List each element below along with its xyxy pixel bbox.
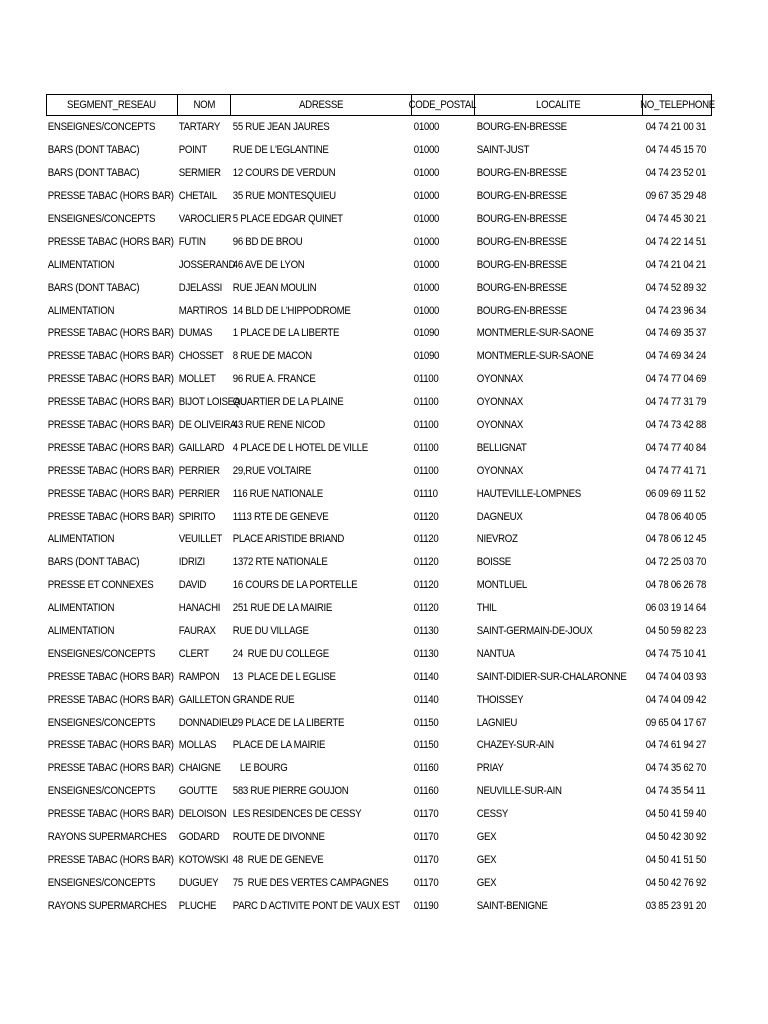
cell-segment-reseau: ENSEIGNES/CONCEPTS: [47, 647, 156, 660]
cell-adresse: GRANDE RUE: [232, 693, 295, 706]
cell-adresse: 14 BLD DE L'HIPPODROME: [232, 304, 351, 317]
cell-code-postal: 01130: [413, 647, 439, 660]
cell-adresse: ROUTE DE DIVONNE: [232, 831, 325, 844]
header-no-telephone: NO_TELEPHONE: [639, 99, 715, 111]
cell-segment-reseau: ALIMENTATION: [47, 304, 115, 317]
cell-localite: BOURG-EN-BRESSE: [476, 235, 567, 248]
cell-localite: BOURG-EN-BRESSE: [476, 121, 567, 134]
cell-segment-reseau: PRESSE TABAC (HORS BAR): [47, 670, 174, 683]
table-row: [46, 665, 712, 688]
cell-segment-reseau: PRESSE TABAC (HORS BAR): [47, 441, 174, 454]
cell-localite: MONTMERLE-SUR-SAONE: [476, 350, 594, 363]
cell-no-telephone: 04 74 77 40 84: [645, 441, 707, 454]
cell-no-telephone: 04 50 41 59 40: [645, 808, 707, 821]
cell-adresse: 55 RUE JEAN JAURES: [232, 121, 330, 134]
table-row: [46, 688, 712, 711]
table-row: [46, 574, 712, 597]
cell-nom: CHETAIL: [178, 190, 217, 203]
cell-adresse: 251 RUE DE LA MAIRIE: [232, 602, 333, 615]
cell-no-telephone: 04 50 59 82 23: [645, 625, 707, 638]
cell-localite: SAINT-BENIGNE: [476, 899, 548, 912]
cell-localite: HAUTEVILLE-LOMPNES: [476, 487, 581, 500]
cell-adresse: 8 RUE DE MACON: [232, 350, 312, 363]
cell-segment-reseau: PRESSE TABAC (HORS BAR): [47, 327, 174, 340]
table-row: [46, 299, 712, 322]
cell-localite: OYONNAX: [476, 396, 524, 409]
cell-segment-reseau: PRESSE TABAC (HORS BAR): [47, 235, 174, 248]
cell-no-telephone: 04 74 77 41 71: [645, 464, 707, 477]
cell-code-postal: 01170: [413, 853, 439, 866]
table-row: [46, 780, 712, 803]
cell-nom: DUGUEY: [178, 876, 219, 889]
table-row: [46, 116, 712, 139]
cell-adresse: 583 RUE PIERRE GOUJON: [232, 785, 349, 798]
table-row: [46, 826, 712, 849]
cell-no-telephone: 03 85 23 91 20: [645, 899, 707, 912]
cell-code-postal: 01000: [413, 190, 440, 203]
cell-nom: DONNADIEU: [178, 716, 235, 729]
cell-code-postal: 01170: [413, 876, 439, 889]
cell-code-postal: 01090: [413, 350, 440, 363]
cell-code-postal: 01160: [413, 762, 439, 775]
cell-code-postal: 01000: [413, 167, 440, 180]
cell-localite: THIL: [476, 602, 497, 615]
cell-nom: VAROCLIER: [178, 213, 232, 225]
table-row: [46, 162, 712, 185]
cell-nom: PLUCHE: [178, 899, 217, 912]
table-row: [46, 711, 712, 734]
cell-code-postal: 01000: [413, 258, 440, 271]
cell-segment-reseau: ENSEIGNES/CONCEPTS: [47, 213, 156, 225]
cell-localite: THOISSEY: [476, 693, 524, 706]
table-row: [46, 597, 712, 620]
cell-no-telephone: 04 74 69 35 37: [645, 327, 707, 340]
cell-segment-reseau: ENSEIGNES/CONCEPTS: [47, 716, 156, 729]
cell-localite: BOURG-EN-BRESSE: [476, 167, 567, 180]
cell-no-telephone: 06 09 69 11 52: [645, 487, 706, 500]
cell-adresse: QUARTIER DE LA PLAINE: [232, 396, 344, 409]
table-row: [46, 482, 712, 505]
cell-adresse: RUE DE L'EGLANTINE: [232, 144, 329, 157]
cell-adresse: PARC D ACTIVITE PONT DE VAUX EST: [232, 899, 400, 912]
table-row: [46, 734, 712, 757]
cell-code-postal: 01000: [413, 144, 440, 157]
cell-segment-reseau: ENSEIGNES/CONCEPTS: [47, 121, 156, 134]
cell-adresse: RUE DU VILLAGE: [232, 625, 309, 638]
cell-no-telephone: 04 78 06 12 45: [645, 533, 707, 546]
cell-no-telephone: 04 74 21 04 21: [645, 258, 707, 271]
table-row: [46, 436, 712, 459]
cell-localite: BOURG-EN-BRESSE: [476, 258, 567, 271]
cell-segment-reseau: PRESSE TABAC (HORS BAR): [47, 419, 174, 432]
cell-no-telephone: 04 50 41 51 50: [645, 853, 707, 866]
cell-localite: BOURG-EN-BRESSE: [476, 304, 567, 317]
cell-segment-reseau: ALIMENTATION: [47, 625, 115, 638]
table-row: [46, 620, 712, 643]
cell-segment-reseau: BARS (DONT TABAC): [47, 281, 140, 294]
cell-segment-reseau: BARS (DONT TABAC): [47, 144, 140, 157]
cell-nom: SPIRITO: [178, 510, 216, 523]
cell-nom: IDRIZI: [178, 556, 205, 569]
table-row: [46, 757, 712, 780]
cell-adresse: RUE JEAN MOULIN: [232, 281, 317, 294]
cell-no-telephone: 04 74 35 54 11: [645, 785, 706, 798]
cell-no-telephone: 04 50 42 76 92: [645, 876, 707, 889]
cell-adresse: 35 RUE MONTESQUIEU: [232, 190, 336, 203]
cell-localite: BOURG-EN-BRESSE: [476, 213, 567, 225]
cell-code-postal: 01100: [413, 441, 439, 454]
cell-adresse: 13 PLACE DE L EGLISE: [232, 670, 336, 683]
cell-no-telephone: 04 78 06 26 78: [645, 579, 707, 592]
cell-localite: MONTLUEL: [476, 579, 528, 592]
cell-nom: MARTIROS: [178, 304, 228, 317]
cell-segment-reseau: RAYONS SUPERMARCHES: [47, 899, 167, 912]
table-row: [46, 322, 712, 345]
cell-segment-reseau: PRESSE TABAC (HORS BAR): [47, 853, 174, 866]
cell-localite: OYONNAX: [476, 419, 524, 432]
cell-segment-reseau: PRESSE TABAC (HORS BAR): [47, 693, 174, 706]
cell-segment-reseau: ENSEIGNES/CONCEPTS: [47, 785, 156, 798]
cell-no-telephone: 04 50 42 30 92: [645, 831, 707, 844]
table-row: [46, 276, 712, 299]
cell-segment-reseau: PRESSE ET CONNEXES: [47, 579, 154, 592]
cell-localite: OYONNAX: [476, 464, 524, 477]
cell-code-postal: 01120: [413, 510, 439, 523]
cell-segment-reseau: PRESSE TABAC (HORS BAR): [47, 190, 174, 203]
cell-adresse: 5 PLACE EDGAR QUINET: [232, 213, 343, 225]
header-adresse: ADRESSE: [231, 95, 411, 115]
cell-nom: KOTOWSKI: [178, 853, 229, 866]
table-row: [46, 459, 712, 482]
cell-nom: CLERT: [178, 647, 209, 660]
cell-segment-reseau: ALIMENTATION: [47, 258, 115, 271]
cell-localite: DAGNEUX: [476, 510, 523, 523]
cell-segment-reseau: PRESSE TABAC (HORS BAR): [47, 762, 174, 775]
cell-localite: GEX: [476, 876, 497, 889]
cell-nom: SERMIER: [178, 167, 221, 180]
cell-nom: RAMPON: [178, 670, 220, 683]
cell-no-telephone: 09 65 04 17 67: [645, 716, 707, 729]
cell-no-telephone: 04 78 06 40 05: [645, 510, 707, 523]
cell-no-telephone: 04 74 45 30 21: [645, 213, 707, 225]
cell-adresse: 29,RUE VOLTAIRE: [232, 464, 312, 477]
cell-code-postal: 01090: [413, 327, 440, 340]
table-row: [46, 528, 712, 551]
cell-localite: BELLIGNAT: [476, 441, 527, 454]
table-row: [46, 345, 712, 368]
table-row: [46, 803, 712, 826]
cell-segment-reseau: PRESSE TABAC (HORS BAR): [47, 510, 174, 523]
cell-segment-reseau: PRESSE TABAC (HORS BAR): [47, 396, 174, 409]
cell-localite: BOISSE: [476, 556, 511, 569]
cell-nom: FUTIN: [178, 235, 206, 248]
cell-code-postal: 01000: [413, 235, 440, 248]
table-row: [46, 230, 712, 253]
cell-localite: BOURG-EN-BRESSE: [476, 281, 567, 294]
cell-nom: TARTARY: [178, 121, 220, 134]
cell-code-postal: 01120: [413, 533, 439, 546]
cell-segment-reseau: ENSEIGNES/CONCEPTS: [47, 876, 156, 889]
table-row: [46, 414, 712, 437]
cell-adresse: 1113 RTE DE GENEVE: [232, 510, 329, 523]
cell-code-postal: 01140: [413, 693, 439, 706]
cell-nom: DELOISON: [178, 808, 227, 821]
cell-no-telephone: 04 74 21 00 31: [645, 121, 707, 134]
cell-no-telephone: 04 74 35 62 70: [645, 762, 707, 775]
cell-code-postal: 01000: [413, 281, 440, 294]
cell-localite: NIEVROZ: [476, 533, 518, 546]
cell-no-telephone: 04 74 04 09 42: [645, 693, 707, 706]
cell-code-postal: 01120: [413, 556, 439, 569]
cell-nom: CHAIGNE: [178, 762, 221, 775]
cell-localite: LAGNIEU: [476, 716, 518, 729]
header-localite: LOCALITE: [475, 95, 643, 115]
table-row: [46, 253, 712, 276]
table-row: [46, 849, 712, 872]
cell-no-telephone: 04 74 75 10 41: [645, 647, 707, 660]
cell-nom: MOLLET: [178, 373, 216, 386]
cell-no-telephone: 04 74 77 04 69: [645, 373, 707, 386]
cell-code-postal: 01100: [413, 464, 439, 477]
cell-code-postal: 01130: [413, 625, 439, 638]
cell-segment-reseau: PRESSE TABAC (HORS BAR): [47, 487, 174, 500]
cell-localite: PRIAY: [476, 762, 504, 775]
cell-nom: FAURAX: [178, 625, 216, 638]
cell-localite: GEX: [476, 831, 497, 844]
table-row: [46, 871, 712, 894]
cell-code-postal: 01150: [413, 716, 439, 729]
cell-code-postal: 01160: [413, 785, 439, 798]
cell-nom: POINT: [178, 144, 207, 157]
cell-nom: DE OLIVEIRA: [178, 419, 237, 432]
cell-nom: GOUTTE: [178, 785, 218, 798]
table-row: [46, 208, 712, 231]
table-row: [46, 185, 712, 208]
cell-segment-reseau: ALIMENTATION: [47, 602, 115, 615]
cell-code-postal: 01100: [413, 373, 439, 386]
cell-adresse: 1372 RTE NATIONALE: [232, 556, 328, 569]
cell-no-telephone: 04 74 04 03 93: [645, 670, 707, 683]
cell-no-telephone: 04 74 23 52 01: [645, 167, 707, 180]
cell-segment-reseau: PRESSE TABAC (HORS BAR): [47, 350, 174, 363]
cell-nom: VEUILLET: [178, 533, 223, 546]
cell-segment-reseau: PRESSE TABAC (HORS BAR): [47, 739, 174, 752]
cell-adresse: 48 RUE DE GENEVE: [232, 853, 324, 866]
cell-code-postal: 01120: [413, 579, 439, 592]
cell-localite: CHAZEY-SUR-AIN: [476, 739, 554, 752]
table-row: [46, 139, 712, 162]
cell-localite: NEUVILLE-SUR-AIN: [476, 785, 562, 798]
cell-code-postal: 01100: [413, 396, 439, 409]
table-row: [46, 505, 712, 528]
cell-adresse: 4 PLACE DE L HOTEL DE VILLE: [232, 441, 368, 454]
cell-adresse: 12 COURS DE VERDUN: [232, 167, 336, 180]
cell-adresse: LE BOURG: [232, 762, 288, 775]
cell-no-telephone: 04 74 69 34 24: [645, 350, 707, 363]
cell-adresse: 16 COURS DE LA PORTELLE: [232, 579, 358, 592]
cell-nom: PERRIER: [178, 464, 220, 477]
cell-code-postal: 01000: [413, 304, 440, 317]
cell-nom: DJELASSI: [178, 281, 223, 294]
cell-nom: DAVID: [178, 579, 207, 592]
cell-adresse: LES RESIDENCES DE CESSY: [232, 808, 362, 821]
cell-adresse: 43 RUE RENE NICOD: [232, 419, 325, 432]
cell-localite: BOURG-EN-BRESSE: [476, 190, 567, 203]
header-segment-reseau: SEGMENT_RESEAU: [47, 95, 178, 115]
cell-localite: CESSY: [476, 808, 509, 821]
cell-adresse: 96 BD DE BROU: [232, 235, 303, 248]
cell-segment-reseau: PRESSE TABAC (HORS BAR): [47, 464, 174, 477]
cell-localite: NANTUA: [476, 647, 515, 660]
header-code-postal: CODE_POSTAL: [412, 95, 475, 115]
cell-nom: DUMAS: [178, 327, 213, 340]
cell-no-telephone: 04 74 22 14 51: [645, 235, 707, 248]
cell-code-postal: 01110: [413, 487, 438, 500]
table-row: [46, 642, 712, 665]
cell-adresse: 75 RUE DES VERTES CAMPAGNES: [232, 876, 389, 889]
cell-code-postal: 01120: [413, 602, 439, 615]
cell-localite: SAINT-GERMAIN-DE-JOUX: [476, 625, 593, 638]
cell-nom: HANACHI: [178, 602, 221, 615]
cell-localite: OYONNAX: [476, 373, 524, 386]
cell-code-postal: 01140: [413, 670, 439, 683]
cell-code-postal: 01170: [413, 831, 439, 844]
cell-segment-reseau: BARS (DONT TABAC): [47, 556, 140, 569]
cell-no-telephone: 04 74 52 89 32: [645, 281, 707, 294]
table-row: [46, 368, 712, 391]
cell-adresse: PLACE DE LA MAIRIE: [232, 739, 326, 752]
table-row: [46, 894, 712, 917]
cell-no-telephone: 09 67 35 29 48: [645, 190, 707, 203]
cell-segment-reseau: PRESSE TABAC (HORS BAR): [47, 808, 174, 821]
cell-nom: JOSSERAND: [178, 258, 236, 271]
cell-nom: GODARD: [178, 831, 220, 844]
cell-no-telephone: 04 72 25 03 70: [645, 556, 707, 569]
cell-localite: MONTMERLE-SUR-SAONE: [476, 327, 594, 340]
cell-code-postal: 01000: [413, 213, 440, 225]
cell-nom: CHOSSET: [178, 350, 224, 363]
cell-localite: GEX: [476, 853, 497, 866]
cell-segment-reseau: RAYONS SUPERMARCHES: [47, 831, 167, 844]
cell-code-postal: 01100: [413, 419, 439, 432]
cell-segment-reseau: PRESSE TABAC (HORS BAR): [47, 373, 174, 386]
cell-no-telephone: 06 03 19 14 64: [645, 602, 707, 615]
cell-nom: GAILLARD: [178, 441, 225, 454]
cell-code-postal: 01000: [413, 121, 440, 134]
cell-adresse: 1 PLACE DE LA LIBERTE: [232, 327, 340, 340]
cell-no-telephone: 04 74 23 96 34: [645, 304, 707, 317]
cell-no-telephone: 04 74 77 31 79: [645, 396, 707, 409]
cell-no-telephone: 04 74 45 15 70: [645, 144, 707, 157]
cell-segment-reseau: BARS (DONT TABAC): [47, 167, 140, 180]
cell-adresse: 29 PLACE DE LA LIBERTE: [232, 716, 345, 729]
header-nom: NOM: [178, 95, 232, 115]
cell-nom: BIJOT LOISEAU: [178, 396, 247, 409]
table-row: [46, 391, 712, 414]
cell-adresse: 24 RUE DU COLLEGE: [232, 647, 329, 660]
cell-adresse: 116 RUE NATIONALE: [232, 487, 323, 500]
cell-code-postal: 01190: [413, 899, 439, 912]
cell-nom: PERRIER: [178, 487, 220, 500]
cell-no-telephone: 04 74 61 94 27: [645, 739, 707, 752]
data-table: [46, 94, 715, 917]
cell-segment-reseau: ALIMENTATION: [47, 533, 115, 546]
cell-code-postal: 01170: [413, 808, 439, 821]
cell-localite: SAINT-DIDIER-SUR-CHALARONNE: [476, 670, 627, 683]
cell-code-postal: 01150: [413, 739, 439, 752]
cell-adresse: 96 RUE A. FRANCE: [232, 373, 316, 386]
cell-nom: GAILLETON: [178, 693, 231, 706]
cell-adresse: 46 AVE DE LYON: [232, 258, 305, 271]
cell-no-telephone: 04 74 73 42 88: [645, 419, 707, 432]
table-row: [46, 551, 712, 574]
table-header-row: [46, 94, 715, 116]
cell-localite: SAINT-JUST: [476, 144, 530, 157]
cell-adresse: PLACE ARISTIDE BRIAND: [232, 533, 345, 546]
table-body: [46, 116, 712, 917]
cell-nom: MOLLAS: [178, 739, 217, 752]
